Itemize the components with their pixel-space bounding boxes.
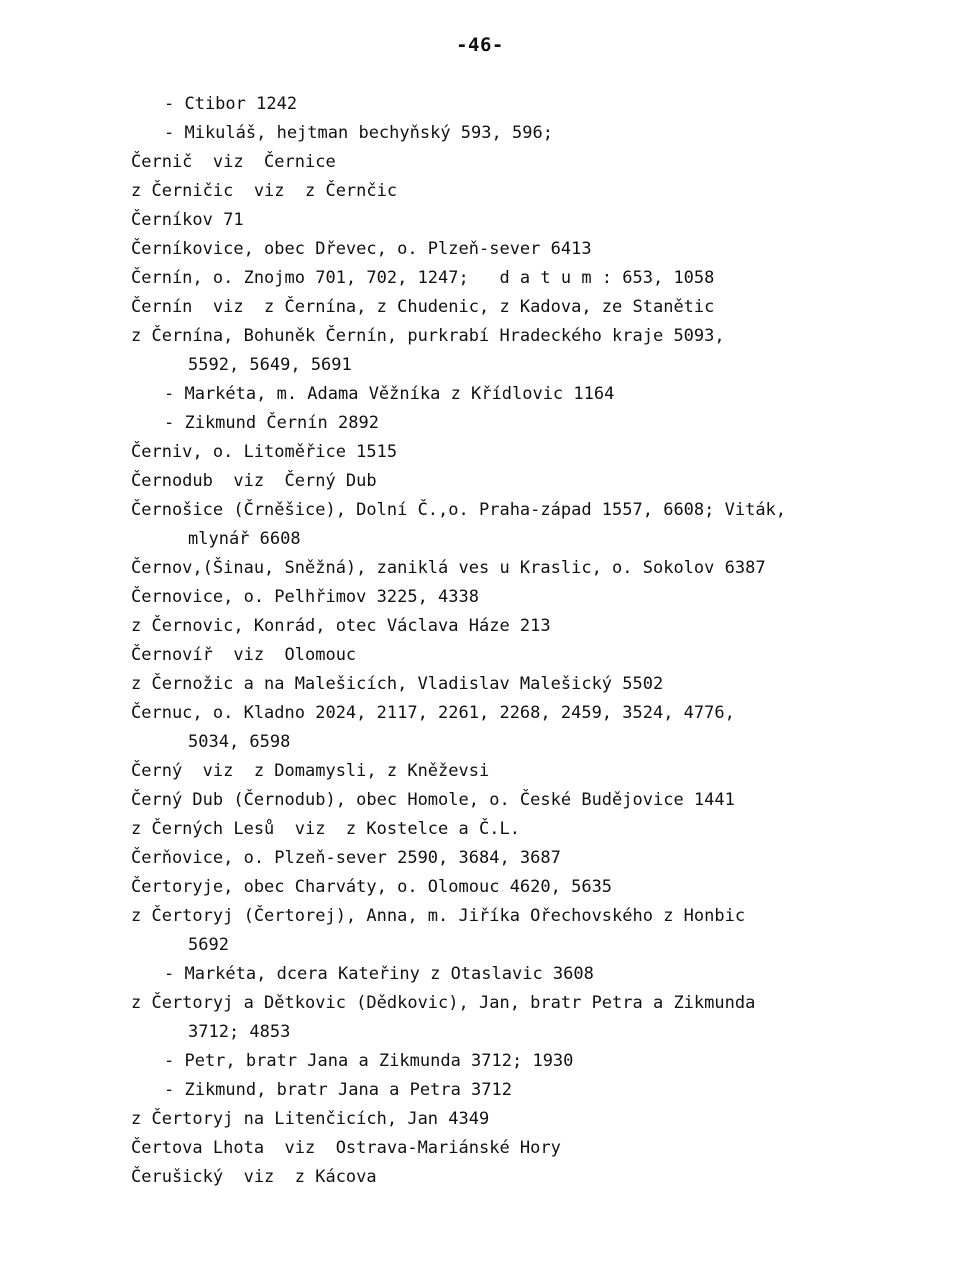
index-entry: Černíkovice, obec Dřevec, o. Plzeň-sever 6413 [131, 239, 592, 259]
index-entry: z Černých Lesů viz z Kostelce a Č.L. [131, 819, 520, 839]
index-entry: Černý Dub (Černodub), obec Homole, o. České Budějovice 1441 [131, 790, 735, 810]
index-entry: Čertova Lhota viz Ostrava-Mariánské Hory [131, 1138, 561, 1158]
index-entry-continuation: - Markéta, m. Adama Věžníka z Křídlovic 1164 [164, 384, 615, 404]
index-entry: Černín viz z Černína, z Chudenic, z Kadova, ze Stanětic [131, 297, 715, 317]
index-entry: Černovice, o. Pelhřimov 3225, 4338 [131, 587, 479, 607]
index-entries [131, 90, 871, 1192]
page-number: -46- [456, 34, 504, 56]
index-entry: Černý viz z Domamysli, z Kněževsi [131, 761, 490, 781]
index-entry: Čerňovice, o. Plzeň-sever 2590, 3684, 3687 [131, 848, 561, 868]
index-entry: z Čertoryj na Litenčicích, Jan 4349 [131, 1109, 490, 1129]
index-entry: z Čertoryj (Čertorej), Anna, m. Jiříka Ořechovského z Honbic [131, 906, 746, 926]
index-entry: Černín, o. Znojmo 701, 702, 1247; d a t u m : 653, 1058 [131, 268, 715, 288]
index-entry: Čerušický viz z Kácova [131, 1167, 377, 1187]
index-entry: Černovíř viz Olomouc [131, 645, 357, 665]
index-entry-continuation: - Markéta, dcera Kateřiny z Otaslavic 3608 [164, 964, 594, 984]
index-entry-continuation: 3712; 4853 [188, 1022, 291, 1042]
index-entry: Černošice (Črněšice), Dolní Č.,o. Praha-západ 1557, 6608; Viták, [131, 500, 787, 520]
index-entry: z Černožic a na Malešicích, Vladislav Malešický 5502 [131, 674, 664, 694]
index-entry-continuation: - Zikmund Černín 2892 [164, 413, 379, 433]
index-entry-continuation: 5692 [188, 935, 229, 955]
index-entry-continuation: - Mikuláš, hejtman bechyňský 593, 596; [164, 123, 553, 143]
index-entry: Černov,(Šinau, Sněžná), zaniklá ves u Kraslic, o. Sokolov 6387 [131, 558, 766, 578]
index-entry: Černič viz Černice [131, 152, 336, 172]
index-entry: z Černína, Bohuněk Černín, purkrabí Hradeckého kraje 5093, [131, 326, 725, 346]
index-entry-continuation: - Zikmund, bratr Jana a Petra 3712 [164, 1080, 512, 1100]
index-entry-continuation: 5034, 6598 [188, 732, 291, 752]
index-entry: Černodub viz Černý Dub [131, 471, 377, 491]
index-entry: Čertoryje, obec Charváty, o. Olomouc 4620, 5635 [131, 877, 613, 897]
index-entry-continuation: - Petr, bratr Jana a Zikmunda 3712; 1930 [164, 1051, 574, 1071]
index-entry-continuation: 5592, 5649, 5691 [188, 355, 352, 375]
index-entry: z Čertoryj a Dětkovic (Dědkovic), Jan, bratr Petra a Zikmunda [131, 993, 756, 1013]
index-entry: z Černičic viz z Černčic [131, 181, 398, 201]
index-entry-continuation: - Ctibor 1242 [164, 94, 298, 114]
index-entry: Černíkov 71 [131, 210, 244, 230]
index-entry-continuation: mlynář 6608 [188, 529, 301, 549]
index-entry: Černuc, o. Kladno 2024, 2117, 2261, 2268, 2459, 3524, 4776, [131, 703, 735, 723]
index-entry: z Černovic, Konrád, otec Václava Háze 213 [131, 616, 551, 636]
index-entry: Černiv, o. Litoměřice 1515 [131, 442, 398, 462]
